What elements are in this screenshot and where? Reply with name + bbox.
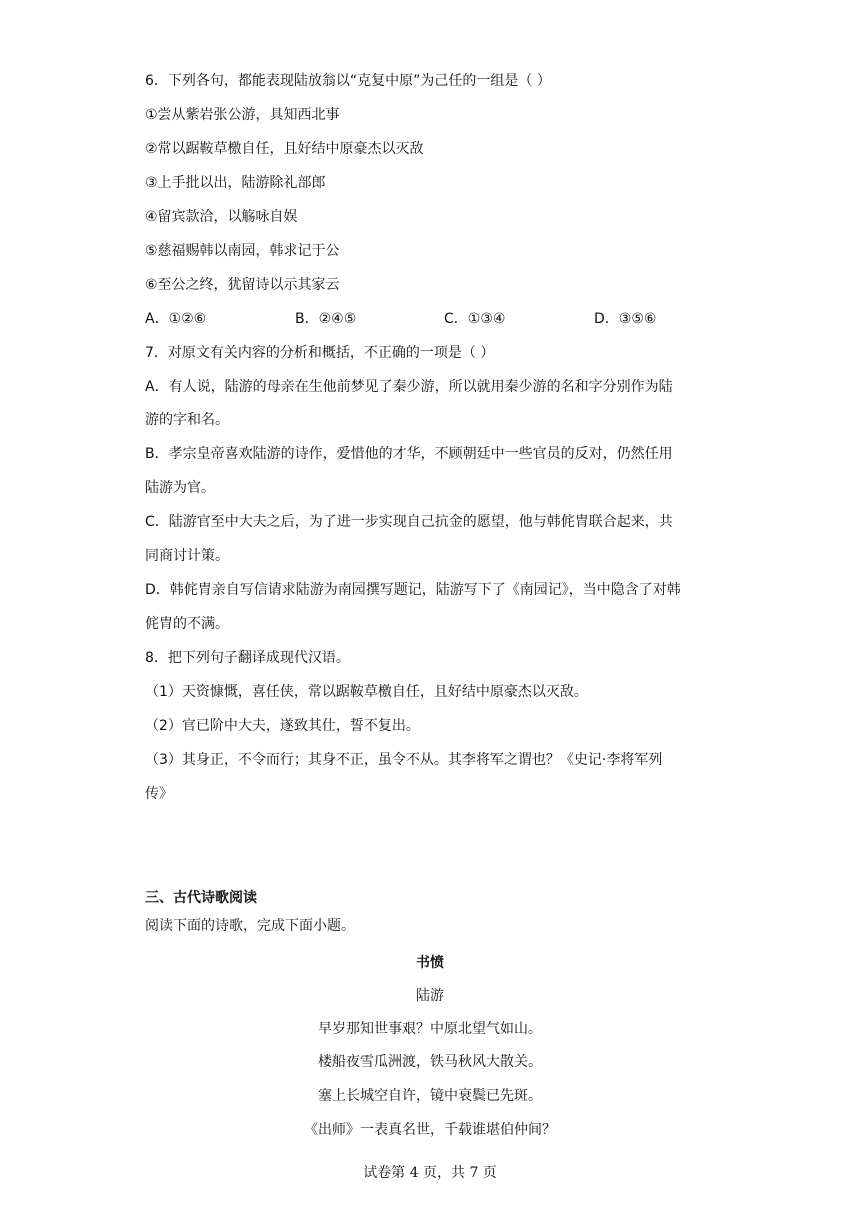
question-6-stem: 6．下列各句，都能表现陆放翁以“克复中原”为己任的一组是（ ） <box>145 73 551 89</box>
poem-line-1: 早岁那知世事艰？中原北望气如山。 <box>318 1021 542 1037</box>
poem-title: 书愤 <box>416 955 444 971</box>
question-6-option-b: B．②④⑤ <box>295 311 357 327</box>
section-3-title: 三、古代诗歌阅读 <box>145 890 257 906</box>
question-6-item-3: ③上手批以出，陆游除礼部郎 <box>145 175 326 191</box>
question-6-item-4: ④留宾款洽，以觞咏自娱 <box>145 209 298 225</box>
question-6-item-1: ①尝从紫岩张公游，具知西北事 <box>145 107 340 123</box>
question-6-item-6: ⑥至公之终，犹留诗以示其家云 <box>145 277 340 293</box>
question-6-item-2: ②常以踞鞍草檄自任，且好结中原豪杰以灭敌 <box>145 141 424 157</box>
page-footer: 试卷第 4 页，共 7 页 <box>363 1165 497 1181</box>
section-3-instruction: 阅读下面的诗歌，完成下面小题。 <box>145 918 355 934</box>
question-7-option-d-line2: 侂胄的不满。 <box>145 616 229 632</box>
question-7-option-b-line2: 陆游为官。 <box>145 480 215 496</box>
poem-line-4: 《出师》一表真名世，千载谁堪伯仲间？ <box>304 1122 556 1138</box>
question-7-option-c-line2: 同商讨计策。 <box>145 548 229 564</box>
question-7-option-b-line1: B．孝宗皇帝喜欢陆游的诗作，爱惜他的才华，不顾朝廷中一些官员的反对，仍然任用 <box>145 446 673 462</box>
question-7-option-d-line1: D．韩侂胄亲自写信请求陆游为南园撰写题记，陆游写下了《南园记》，当中隐含了对韩 <box>145 582 681 598</box>
question-7-option-a-line1: A．有人说，陆游的母亲在生他前梦见了秦少游，所以就用秦少游的名和字分别作为陆 <box>145 379 673 395</box>
question-7-option-c-line1: C．陆游官至中大夫之后，为了进一步实现自己抗金的愿望，他与韩侂胄联合起来，共 <box>145 514 673 530</box>
question-8-stem: 8．把下列句子翻译成现代汉语。 <box>145 650 350 666</box>
question-7-stem: 7．对原文有关内容的分析和概括，不正确的一项是（ ） <box>145 345 495 361</box>
question-6-option-d: D．③⑤⑥ <box>594 311 657 327</box>
poem-line-2: 楼船夜雪瓜洲渡，铁马秋风大散关。 <box>318 1054 542 1070</box>
poem-author: 陆游 <box>416 988 444 1004</box>
question-6-option-c: C．①③④ <box>444 311 506 327</box>
question-8-sentence-2: （2）官已阶中大夫，遂致其仕，誓不复出。 <box>145 718 420 734</box>
question-6-item-5: ⑤慈福赐韩以南园，韩求记于公 <box>145 243 340 259</box>
poem-line-3: 塞上长城空自许，镜中衰鬓已先斑。 <box>318 1088 542 1104</box>
question-7-option-a-line2: 游的字和名。 <box>145 412 229 428</box>
question-8-sentence-1: （1）天资慷慨，喜任侠，常以踞鞍草檄自任，且好结中原豪杰以灭敌。 <box>145 684 588 700</box>
question-8-sentence-3-line2: 传》 <box>145 786 173 802</box>
question-8-sentence-3-line1: （3）其身正，不令而行；其身不正，虽令不从。其李将军之谓也？《史记·李将军列 <box>145 752 663 768</box>
question-6-option-a: A．①②⑥ <box>145 311 207 327</box>
